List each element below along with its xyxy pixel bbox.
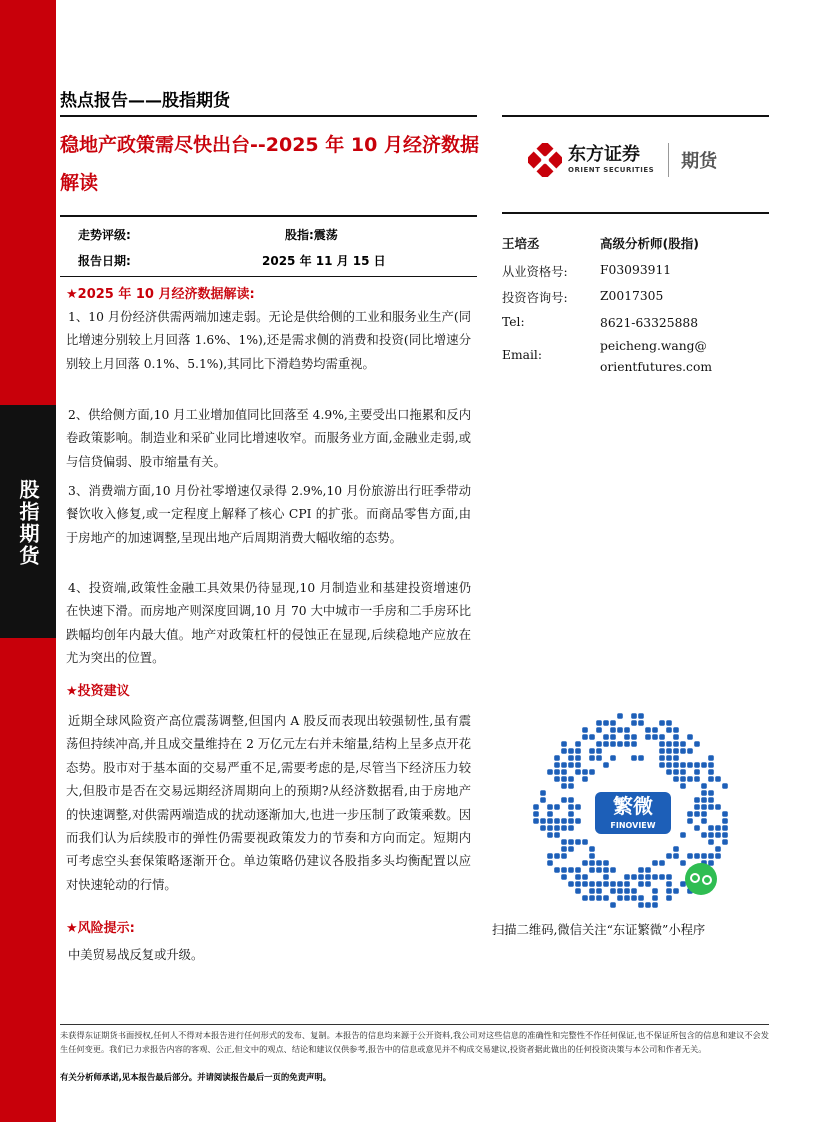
date-label: 报告日期:	[78, 254, 131, 268]
paragraph-2: 2、供给侧方面,10 月工业增加值同比回落至 4.9%,主要受出口拖累和反内卷政策影响。制造业和采矿业同比增速收窄。而服务业方面,金融业走弱,或与信贷偏弱、股市缩量有关。	[66, 408, 471, 469]
report-title: 稳地产政策需尽快出台--2025 年 10 月经济数据解读	[60, 134, 479, 194]
analyst-name: 王培丞	[502, 236, 540, 251]
trend-label: 走势评级:	[78, 228, 131, 242]
cert-label: 从业资格号:	[502, 265, 568, 279]
divider	[60, 276, 477, 277]
disclaimer-bold: 有关分析师承诺,见本报告最后部分。并请阅读报告最后一页的免责声明。	[60, 1072, 332, 1082]
paragraph-4: 4、投资端,政策性金融工具效果仍待显现,10 月制造业和基建投资增速仍在快速下滑。而房地产则深度回调,10 月 70 大中城市一手房和二手房环比跌幅均创年内最大值。地产对政策杠杆的侵蚀正在显现,后续稳地产应放在尤为突出的位置。	[66, 581, 471, 666]
divider	[502, 212, 769, 214]
logo-division: 期货	[681, 151, 718, 172]
consult-label: 投资咨询号:	[502, 291, 568, 305]
cert-value: F03093911	[600, 263, 672, 277]
paragraph-3: 3、消费端方面,10 月份社零增速仅录得 2.9%,10 月份旅游出行旺季带动餐饮收入修复,或一定程度上解释了核心 CPI 的扩张。而商品零售方面,由于房地产的加速调整,呈现出地产后周期消费大幅收缩的态势。	[66, 484, 471, 545]
consult-value: Z0017305	[600, 289, 664, 303]
report-type: 热点报告——股指期货	[60, 91, 230, 111]
risk-paragraph: 中美贸易战反复或升级。	[68, 948, 204, 962]
risk-heading: ★风险提示:	[66, 921, 135, 936]
logo-name-en: ORIENT SECURITIES	[568, 166, 655, 174]
qr-caption: 扫描二维码,微信关注“东证繁微”小程序	[492, 923, 706, 937]
divider	[60, 115, 477, 117]
invest-heading: ★投资建议	[66, 684, 130, 699]
divider	[502, 115, 769, 117]
tel-value: 8621-63325888	[600, 316, 699, 330]
paragraph-1: 1、10 月份经济供需两端加速走弱。无论是供给侧的工业和服务业生产(同比增速分别较上月回落 1.6%、1%),还是需求侧的消费和投资(同比增速分别较上月回落 0.1%、5.1%),其同比下滑趋势均需重视。	[66, 310, 471, 371]
logo-name-cn: 东方证券	[568, 144, 640, 165]
qr-code[interactable]	[532, 712, 734, 914]
email-label: Email:	[502, 348, 542, 362]
divider	[60, 215, 477, 217]
side-label: 股指期货	[16, 479, 40, 567]
disclaimer: 未获得东证期货书面授权,任何人不得对本报告进行任何形式的发布、复制。本报告的信息均来源于公开资料,我公司对这些信息的准确性和完整性不作任何保证,也不保证所包含的信息和建议不会发生任何变更。我们已力求报告内容的客观、公正,但文中的观点、结论和建议仅供参考,报告中的信息或意见并不构成交易建议,投资者据此做出的任何投资决策与本公司和作者无关。	[60, 1030, 769, 1054]
section-heading: ★2025 年 10 月经济数据解读:	[66, 287, 255, 302]
logo-separator	[668, 143, 669, 177]
trend-value: 股指:震荡	[285, 228, 338, 242]
date-value: 2025 年 11 月 15 日	[262, 254, 386, 268]
analyst-title: 高级分析师(股指)	[600, 236, 699, 251]
invest-paragraph: 近期全球风险资产高位震荡调整,但国内 A 股反而表现出较强韧性,虽有震荡但持续冲高,并且成交量维持在 2 万亿元左右并未缩量,结构上呈多点开花态势。股市对于基本面的交易严重不足,需要考虑的是,尽管当下经济压力较大,但股市是否在交易远期经济周期向上的预期?从经济数据看,由于房地产的快速调整,对供需两端造成的扰动逐渐加大,也进一步压制了政策乘数。因而我们认为后续股市的弹性仍需要视政策发力的节奏和方向而定。短期内可考虑空头套保策略逐渐开仓。单边策略仍建议各股指多头均衡配置以应对快速轮动的行情。	[66, 714, 471, 892]
divider	[60, 1024, 769, 1025]
orient-logo-icon	[528, 143, 562, 177]
email-value-2[interactable]: orientfutures.com	[600, 360, 713, 374]
qr-center-en: FINOVIEW	[610, 821, 656, 830]
email-value-1[interactable]: peicheng.wang@	[600, 339, 707, 353]
company-logo	[528, 140, 768, 180]
qr-center-cn: 繁微	[613, 794, 653, 818]
tel-label: Tel:	[502, 315, 525, 329]
